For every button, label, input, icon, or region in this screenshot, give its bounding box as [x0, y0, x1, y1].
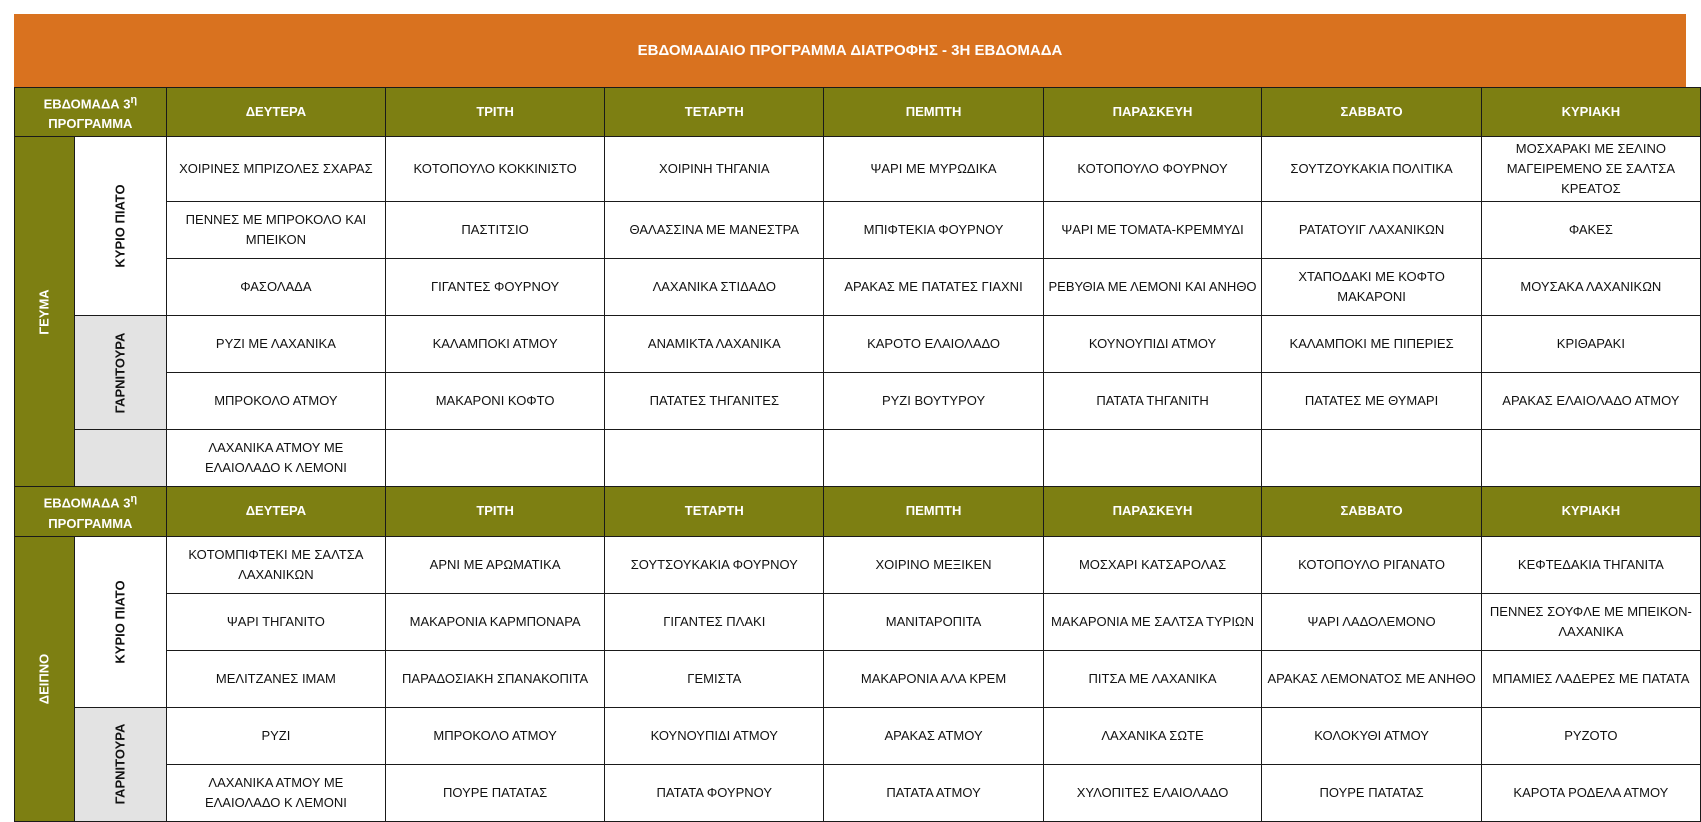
meal-cell: ΨΑΡΙ ΜΕ ΤΟΜΑΤΑ-ΚΡΕΜΜΥΔΙ: [1043, 202, 1262, 259]
meal-cell: ΣΟΥΤΣΟΥΚΑΚΙΑ ΦΟΥΡΝΟΥ: [605, 536, 824, 593]
side-dish-label: ΓΑΡΝΙΤΟΥΡΑ: [74, 707, 166, 821]
meal-cell: ΓΕΜΙΣΤΑ: [605, 650, 824, 707]
meal-cell: ΚΟΤΟΠΟΥΛΟ ΡΙΓΑΝΑΤΟ: [1262, 536, 1481, 593]
table-row: [15, 137, 1701, 202]
meal-cell: [386, 430, 605, 487]
meal-cell: ΚΟΥΝΟΥΠΙΔΙ ΑΤΜΟΥ: [1043, 316, 1262, 373]
day-header-monday: ΔΕΥΤΕΡΑ: [166, 88, 385, 137]
table-row: [15, 764, 1701, 821]
meal-cell: [605, 430, 824, 487]
day-header-thursday: ΠΕΜΠΤΗ: [824, 88, 1043, 137]
meal-cell: ΜΠΡΟΚΟΛΟ ΑΤΜΟΥ: [166, 373, 385, 430]
meal-cell: ΜΑΚΑΡΟΝΙ ΚΟΦΤΟ: [386, 373, 605, 430]
meal-cell: ΠΑΤΑΤΕΣ ΤΗΓΑΝΙΤΕΣ: [605, 373, 824, 430]
day-header-friday: ΠΑΡΑΣΚΕΥΗ: [1043, 487, 1262, 536]
meal-cell: ΚΕΦΤΕΔΑΚΙΑ ΤΗΓΑΝΙΤΑ: [1481, 536, 1700, 593]
meal-cell: ΠΟΥΡΕ ΠΑΤΑΤΑΣ: [1262, 764, 1481, 821]
day-header-tuesday: ΤΡΙΤΗ: [386, 88, 605, 137]
meal-cell: ΡΥΖΙ ΒΟΥΤΥΡΟΥ: [824, 373, 1043, 430]
meal-cell: [1043, 430, 1262, 487]
meal-cell: ΧΟΙΡΙΝΕΣ ΜΠΡΙΖΟΛΕΣ ΣΧΑΡΑΣ: [166, 137, 385, 202]
table-row: [15, 536, 1701, 593]
meal-cell: ΠΙΤΣΑ ΜΕ ΛΑΧΑΝΙΚΑ: [1043, 650, 1262, 707]
meal-cell: ΡΑΤΑΤΟΥΙΓ ΛΑΧΑΝΙΚΩΝ: [1262, 202, 1481, 259]
day-header-monday: ΔΕΥΤΕΡΑ: [166, 487, 385, 536]
meal-cell: ΜΠΑΜΙΕΣ ΛΑΔΕΡΕΣ ΜΕ ΠΑΤΑΤΑ: [1481, 650, 1700, 707]
meal-cell: ΜΑΝΙΤΑΡΟΠΙΤΑ: [824, 593, 1043, 650]
main-dish-label: ΚΥΡΙΟ ΠΙΑΤΟ: [74, 536, 166, 707]
side-dish-label: ΓΑΡΝΙΤΟΥΡΑ: [74, 316, 166, 430]
meal-cell: ΑΡΑΚΑΣ ΑΤΜΟΥ: [824, 707, 1043, 764]
meal-cell: ΑΡΑΚΑΣ ΛΕΜΟΝΑΤΟΣ ΜΕ ΑΝΗΘΟ: [1262, 650, 1481, 707]
meal-cell: ΜΟΣΧΑΡΑΚΙ ΜΕ ΣΕΛΙΝΟ ΜΑΓΕΙΡΕΜΕΝΟ ΣΕ ΣΑΛΤΣΑ ΚΡΕΑΤΟΣ: [1481, 137, 1700, 202]
table-row: [15, 707, 1701, 764]
meal-cell: ΓΙΓΑΝΤΕΣ ΠΛΑΚΙ: [605, 593, 824, 650]
meal-cell: ΠΑΤΑΤΑ ΤΗΓΑΝΙΤΗ: [1043, 373, 1262, 430]
week-program-label: ΕΒΔΟΜΑΔΑ $3^\eta$ ΠΡΟΓΡΑΜΜΑ: [15, 487, 167, 536]
meal-cell: ΚΟΤΟΠΟΥΛΟ ΚΟΚΚΙΝΙΣΤΟ: [386, 137, 605, 202]
lunch-label: ΓΕΥΜΑ: [15, 137, 75, 487]
lunch-header-row: [15, 88, 1701, 137]
meal-cell: [1481, 430, 1700, 487]
day-header-tuesday: ΤΡΙΤΗ: [386, 487, 605, 536]
meal-cell: ΠΕΝΝΕΣ ΣΟΥΦΛΕ ΜΕ ΜΠΕΙΚΟΝ-ΛΑΧΑΝΙΚΑ: [1481, 593, 1700, 650]
meal-cell: ΛΑΧΑΝΙΚΑ ΑΤΜΟΥ ΜΕ ΕΛΑΙΟΛΑΔΟ Κ ΛΕΜΟΝΙ: [166, 430, 385, 487]
meal-cell: ΘΑΛΑΣΣΙΝΑ ΜΕ ΜΑΝΕΣΤΡΑ: [605, 202, 824, 259]
meal-cell: ΨΑΡΙ ΜΕ ΜΥΡΩΔΙΚΑ: [824, 137, 1043, 202]
meal-cell: ΜΠΙΦΤΕΚΙΑ ΦΟΥΡΝΟΥ: [824, 202, 1043, 259]
meal-cell: ΡΥΖΙ: [166, 707, 385, 764]
meal-cell: ΡΥΖΟΤΟ: [1481, 707, 1700, 764]
week-program-label: ΕΒΔΟΜΑΔΑ $3^\eta$ ΠΡΟΓΡΑΜΜΑ: [15, 88, 167, 137]
meal-cell: ΧΟΙΡΙΝΟ ΜΕΞΙΚΕΝ: [824, 536, 1043, 593]
main-dish-label: ΚΥΡΙΟ ΠΙΑΤΟ: [74, 137, 166, 316]
meal-cell: ΚΟΥΝΟΥΠΙΔΙ ΑΤΜΟΥ: [605, 707, 824, 764]
meal-cell: ΦΑΣΟΛΑΔΑ: [166, 259, 385, 316]
meal-cell: ΜΑΚΑΡΟΝΙΑ ΜΕ ΣΑΛΤΣΑ ΤΥΡΙΩΝ: [1043, 593, 1262, 650]
meal-cell: ΡΕΒΥΘΙΑ ΜΕ ΛΕΜΟΝΙ ΚΑΙ ΑΝΗΘΟ: [1043, 259, 1262, 316]
meal-cell: [824, 430, 1043, 487]
meal-cell: ΨΑΡΙ ΛΑΔΟΛΕΜΟΝΟ: [1262, 593, 1481, 650]
meal-cell: ΧΥΛΟΠΙΤΕΣ ΕΛΑΙΟΛΑΔΟ: [1043, 764, 1262, 821]
meal-cell: ΛΑΧΑΝΙΚΑ ΣΩΤΕ: [1043, 707, 1262, 764]
day-header-sunday: ΚΥΡΙΑΚΗ: [1481, 487, 1700, 536]
meal-cell: ΧΟΙΡΙΝΗ ΤΗΓΑΝΙΑ: [605, 137, 824, 202]
table-row: [15, 593, 1701, 650]
day-header-saturday: ΣΑΒΒΑΤΟ: [1262, 88, 1481, 137]
meal-cell: ΨΑΡΙ ΤΗΓΑΝΙΤΟ: [166, 593, 385, 650]
meal-plan-table: [14, 87, 1701, 822]
meal-cell: ΑΡΝΙ ΜΕ ΑΡΩΜΑΤΙΚΑ: [386, 536, 605, 593]
day-header-saturday: ΣΑΒΒΑΤΟ: [1262, 487, 1481, 536]
meal-cell: [1262, 430, 1481, 487]
table-row: [15, 316, 1701, 373]
meal-cell: ΑΡΑΚΑΣ ΜΕ ΠΑΤΑΤΕΣ ΓΙΑΧΝΙ: [824, 259, 1043, 316]
day-header-wednesday: ΤΕΤΑΡΤΗ: [605, 487, 824, 536]
meal-cell: ΜΑΚΑΡΟΝΙΑ ΑΛΑ ΚΡΕΜ: [824, 650, 1043, 707]
day-header-friday: ΠΑΡΑΣΚΕΥΗ: [1043, 88, 1262, 137]
meal-cell: ΧΤΑΠΟΔΑΚΙ ΜΕ ΚΟΦΤΟ ΜΑΚΑΡΟΝΙ: [1262, 259, 1481, 316]
meal-cell: ΜΟΣΧΑΡΙ ΚΑΤΣΑΡΟΛΑΣ: [1043, 536, 1262, 593]
meal-cell: ΑΝΑΜΙΚΤΑ ΛΑΧΑΝΙΚΑ: [605, 316, 824, 373]
meal-cell: ΠΑΣΤΙΤΣΙΟ: [386, 202, 605, 259]
meal-cell: ΛΑΧΑΝΙΚΑ ΣΤΙΔΑΔΟ: [605, 259, 824, 316]
meal-cell: ΦΑΚΕΣ: [1481, 202, 1700, 259]
day-header-thursday: ΠΕΜΠΤΗ: [824, 487, 1043, 536]
meal-cell: ΠΟΥΡΕ ΠΑΤΑΤΑΣ: [386, 764, 605, 821]
meal-cell: ΜΑΚΑΡΟΝΙΑ ΚΑΡΜΠΟΝΑΡΑ: [386, 593, 605, 650]
meal-cell: ΡΥΖΙ ΜΕ ΛΑΧΑΝΙΚΑ: [166, 316, 385, 373]
extra-category-cell: [74, 430, 166, 487]
dinner-label: ΔΕΙΠΝΟ: [15, 536, 75, 821]
meal-cell: ΚΑΡΟΤΑ ΡΟΔΕΛΑ ΑΤΜΟΥ: [1481, 764, 1700, 821]
meal-cell: ΚΟΛΟΚΥΘΙ ΑΤΜΟΥ: [1262, 707, 1481, 764]
table-row: [15, 373, 1701, 430]
dinner-header-row: [15, 487, 1701, 536]
meal-cell: ΚΟΤΟΜΠΙΦΤΕΚΙ ΜΕ ΣΑΛΤΣΑ ΛΑΧΑΝΙΚΩΝ: [166, 536, 385, 593]
meal-cell: ΜΕΛΙΤΖΑΝΕΣ ΙΜΑΜ: [166, 650, 385, 707]
meal-cell: ΠΑΡΑΔΟΣΙΑΚΗ ΣΠΑΝΑΚΟΠΙΤΑ: [386, 650, 605, 707]
meal-cell: ΣΟΥΤΖΟΥΚΑΚΙΑ ΠΟΛΙΤΙΚΑ: [1262, 137, 1481, 202]
meal-cell: ΚΑΡΟΤΟ ΕΛΑΙΟΛΑΔΟ: [824, 316, 1043, 373]
meal-cell: ΛΑΧΑΝΙΚΑ ΑΤΜΟΥ ΜΕ ΕΛΑΙΟΛΑΔΟ Κ ΛΕΜΟΝΙ: [166, 764, 385, 821]
day-header-wednesday: ΤΕΤΑΡΤΗ: [605, 88, 824, 137]
meal-cell: ΠΑΤΑΤΑ ΑΤΜΟΥ: [824, 764, 1043, 821]
table-row: [15, 259, 1701, 316]
meal-cell: ΚΑΛΑΜΠΟΚΙ ΜΕ ΠΙΠΕΡΙΕΣ: [1262, 316, 1481, 373]
meal-cell: ΚΑΛΑΜΠΟΚΙ ΑΤΜΟΥ: [386, 316, 605, 373]
day-header-sunday: ΚΥΡΙΑΚΗ: [1481, 88, 1700, 137]
meal-cell: ΓΙΓΑΝΤΕΣ ΦΟΥΡΝΟΥ: [386, 259, 605, 316]
meal-cell: ΑΡΑΚΑΣ ΕΛΑΙΟΛΑΔΟ ΑΤΜΟΥ: [1481, 373, 1700, 430]
meal-cell: ΠΑΤΑΤΑ ΦΟΥΡΝΟΥ: [605, 764, 824, 821]
table-row: [15, 430, 1701, 487]
meal-cell: ΜΟΥΣΑΚΑ ΛΑΧΑΝΙΚΩΝ: [1481, 259, 1700, 316]
meal-cell: ΚΡΙΘΑΡΑΚΙ: [1481, 316, 1700, 373]
meal-cell: ΚΟΤΟΠΟΥΛΟ ΦΟΥΡΝΟΥ: [1043, 137, 1262, 202]
table-row: [15, 650, 1701, 707]
page-title: ΕΒΔΟΜΑΔΙΑΙΟ ΠΡΟΓΡΑΜΜΑ ΔΙΑΤΡΟΦΗΣ - 3Η ΕΒΔΟΜΑΔΑ: [14, 14, 1686, 87]
meal-cell: ΜΠΡΟΚΟΛΟ ΑΤΜΟΥ: [386, 707, 605, 764]
table-row: [15, 202, 1701, 259]
meal-cell: ΠΑΤΑΤΕΣ ΜΕ ΘΥΜΑΡΙ: [1262, 373, 1481, 430]
meal-cell: ΠΕΝΝΕΣ ΜΕ ΜΠΡΟΚΟΛΟ ΚΑΙ ΜΠΕΙΚΟΝ: [166, 202, 385, 259]
